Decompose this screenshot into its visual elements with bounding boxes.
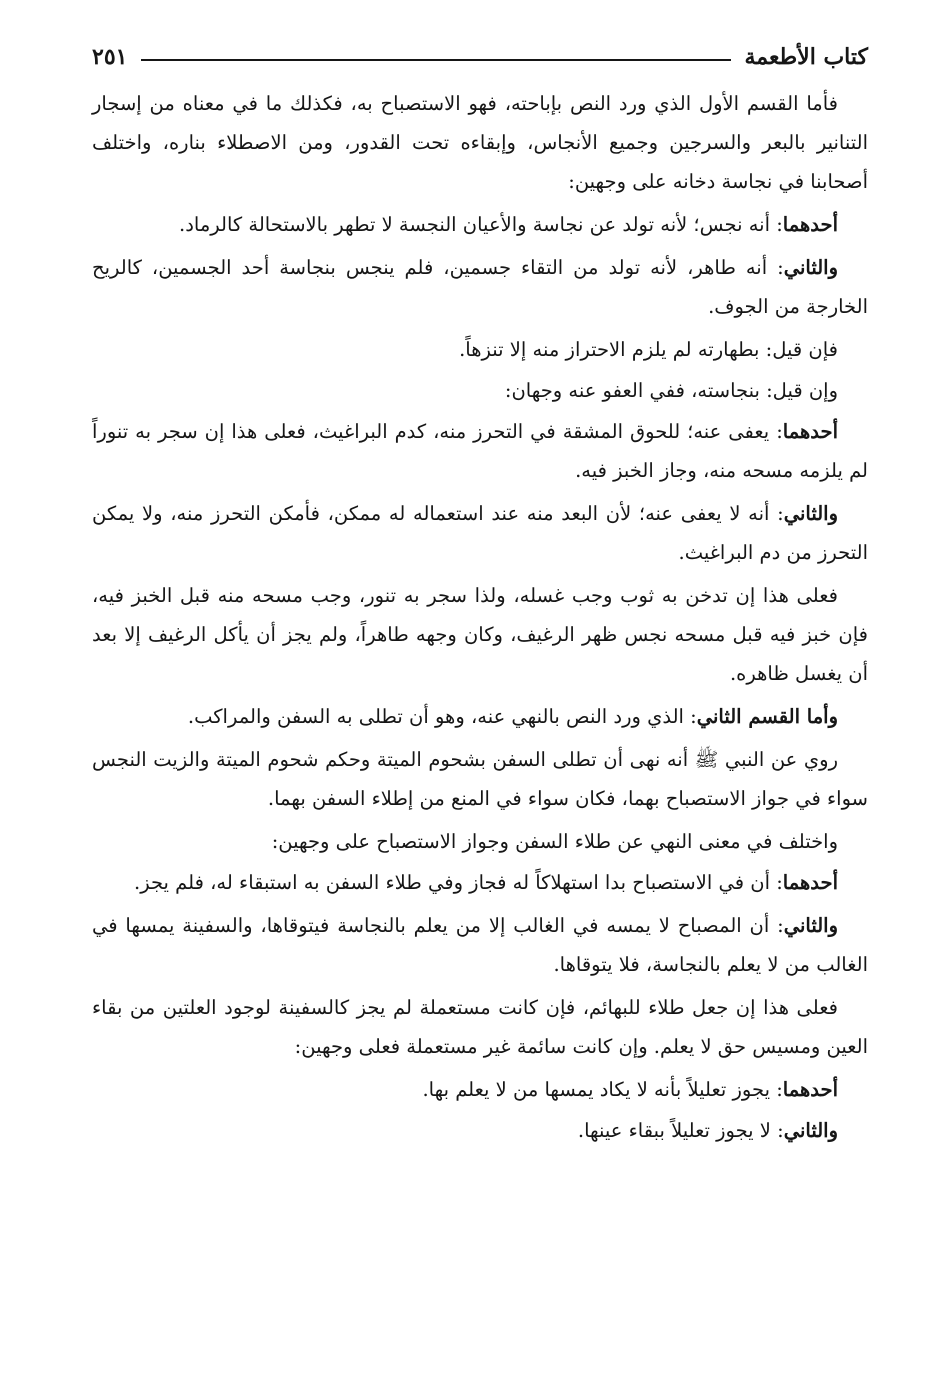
paragraph	[92, 740, 868, 818]
page-body	[92, 84, 868, 1150]
running-header	[92, 36, 868, 70]
paragraph	[92, 822, 868, 861]
paragraph	[92, 205, 868, 244]
paragraph	[92, 863, 868, 902]
paragraph-text: وإن قيل: بنجاسته، ففي العفو عنه وجهان:	[504, 379, 838, 402]
paragraph-text: : يجوز تعليلاً بأنه لا يكاد يمسها من لا يعلم بها.	[422, 1078, 783, 1101]
paragraph-lead: والثاني	[783, 256, 838, 279]
paragraph	[92, 988, 868, 1066]
paragraph-text: : الذي ورد النص بالنهي عنه، وهو أن تطلى به السفن والمراكب.	[187, 705, 697, 728]
paragraph-lead: وأما القسم الثاني	[696, 705, 838, 728]
paragraph-lead: أحدهما	[782, 871, 838, 894]
paragraph-text: فأما القسم الأول الذي ورد النص بإباحته، فهو الاستصباح به، فكذلك ما في معناه من إسجار التنانير بالبعر والسرجين وجميع الأنجاس، وإبقاءه تحت القدور، ومن الاصطلاء بناره، واختلف أصحابنا في نجاسة دخانه على وجهين:	[92, 92, 868, 193]
paragraph-lead: والثاني	[783, 502, 838, 525]
paragraph	[92, 330, 868, 369]
paragraph-lead: والثاني	[783, 1119, 838, 1142]
chapter-title: كتاب الأطعمة	[744, 44, 868, 70]
paragraph-text: : أنه نجس؛ لأنه تولد عن نجاسة والأعيان النجسة لا تطهر بالاستحالة كالرماد.	[179, 213, 783, 236]
paragraph-text: : أن المصباح لا يمسه في الغالب إلا من يعلم بالنجاسة فيتوقاها، والسفينة يمسها في الغالب من لا يعلم بالنجاسة، فلا يتوقاها.	[92, 914, 868, 976]
paragraph-lead: أحدهما	[782, 1078, 838, 1101]
paragraph-lead: أحدهما	[782, 213, 838, 236]
paragraph-text: : أنه طاهر، لأنه تولد من التقاء جسمين، فلم ينجس بنجاسة أحد الجسمين، كالريح الخارجة من الجوف.	[92, 256, 868, 318]
page-number: ٢٥١	[92, 44, 128, 70]
paragraph	[92, 371, 868, 410]
paragraph-text: : لا يجوز تعليلاً ببقاء عينها.	[577, 1119, 784, 1142]
paragraph-text: فعلى هذا إن تدخن به ثوب وجب غسله، ولذا سجر به تنور، وجب مسحه منه قبل الخبز فيه، فإن خبز فيه قبل مسحه نجس ظهر الرغيف، وكان وجهه طاهراً، ولم يجز أن يأكل الرغيف إلا بعد أن يغسل ظاهره.	[92, 584, 868, 685]
paragraph	[92, 1070, 868, 1109]
paragraph-lead: أحدهما	[782, 420, 838, 443]
paragraph-text: واختلف في معنى النهي عن طلاء السفن وجواز الاستصباح على وجهين:	[271, 830, 838, 853]
paragraph-lead: والثاني	[783, 914, 838, 937]
paragraph	[92, 576, 868, 693]
paragraph-text: فإن قيل: بطهارته لم يلزم الاحتراز منه إلا تنزهاً.	[459, 338, 838, 361]
paragraph-text: : أنه لا يعفى عنه؛ لأن البعد منه عند استعماله له ممكن، فأمكن التحرز منه، ولا يمكن التحرز من دم البراغيث.	[92, 502, 868, 564]
paragraph	[92, 1111, 868, 1150]
header-rule	[141, 59, 730, 61]
paragraph	[92, 494, 868, 572]
paragraph	[92, 84, 868, 201]
paragraph-text: : أن في الاستصباح بدا استهلاكاً له فجاز وفي طلاء السفن به استبقاء له، فلم يجز.	[134, 871, 783, 894]
paragraph	[92, 248, 868, 326]
book-page	[92, 36, 868, 1152]
paragraph-text: روي عن النبي ﷺ أنه نهى أن تطلى السفن بشحوم الميتة وحكم شحوم الميتة والزيت النجس سواء في جواز الاستصباح بهما، فكان سواء في المنع من إطلاء السفن بهما.	[92, 748, 868, 810]
paragraph-text: فعلى هذا إن جعل طلاء للبهائم، فإن كانت مستعملة لم يجز كالسفينة لوجود العلتين من بقاء العين ومسيس حق لا يعلم. وإن كانت سائمة غير مستعملة فعلى وجهين:	[92, 996, 868, 1058]
paragraph	[92, 697, 868, 736]
paragraph	[92, 906, 868, 984]
paragraph-text: : يعفى عنه؛ للحوق المشقة في التحرز منه، كدم البراغيث، فعلى هذا إن سجر به تنوراً لم يلزمه مسحه منه، وجاز الخبز فيه.	[92, 420, 868, 482]
paragraph	[92, 412, 868, 490]
